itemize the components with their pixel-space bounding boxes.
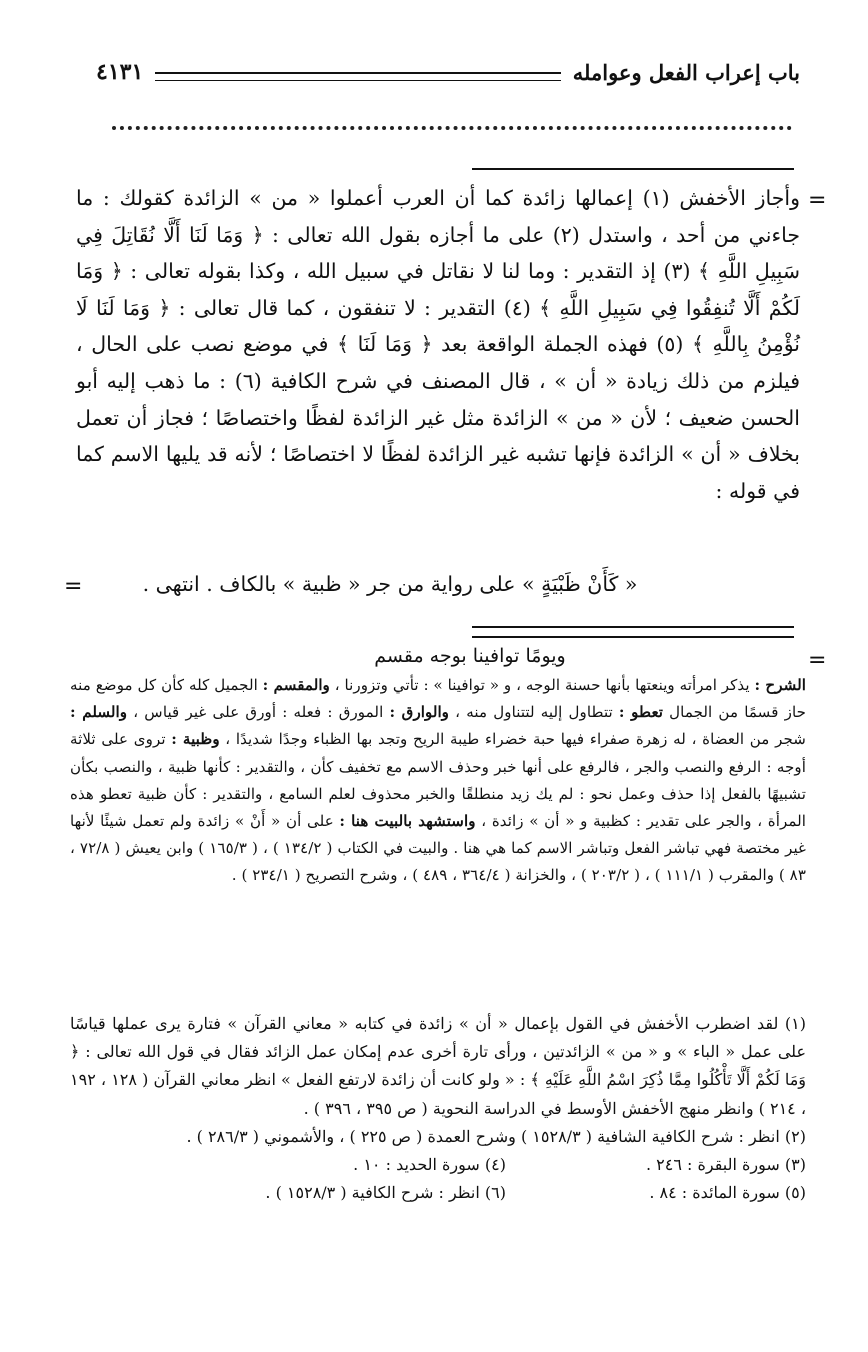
footnote-6: (٦) انظر : شرح الكافية ( ١٥٢٨/٣ ) . xyxy=(265,1183,506,1203)
section-rule-middle-b xyxy=(472,636,794,638)
commentary-label: تعطو : xyxy=(618,703,663,722)
footnote-5: (٥) سورة المائدة : ٨٤ . xyxy=(649,1183,806,1203)
running-title: باب إعراب الفعل وعوامله xyxy=(572,59,800,85)
footnote-2: (٢) انظر : شرح الكافية الشافية ( ١٥٢٨/٣ ) وشرح العمدة ( ص ٢٢٥ ) ، والأشموني ( ٢٨٦/٣ ) . xyxy=(186,1126,806,1146)
commentary-label: والسلم : xyxy=(70,703,128,722)
section-rule-middle-a xyxy=(472,626,794,628)
commentary-label: وظبية : xyxy=(171,730,220,749)
header-rule xyxy=(155,72,561,81)
dotted-separator xyxy=(112,126,792,134)
commentary-text: شجر من العضاة ، له زهرة صفراء فيها حبة خضراء طيبة الريح وتجد بها الظباء وجدًا شديدًا ، xyxy=(219,730,806,749)
commentary-paragraph xyxy=(70,672,806,890)
commentary-text: يذكر امرأته وينعتها بأنها حسنة الوجه ، و « توافينا » : تأتي وتزورنا ، xyxy=(329,676,755,694)
footnote-4: (٤) سورة الحديد : ١٠ . xyxy=(353,1155,506,1175)
verse-marker: = xyxy=(64,574,83,599)
section-rule-top xyxy=(472,168,794,170)
footnote-3: (٣) سورة البقرة : ٢٤٦ . xyxy=(645,1155,806,1175)
footnote-1: (١) لقد اضطرب الأخفش في القول بإعمال « أن » زائدة في كتابه « معاني القرآن » فتارة يرى عملها قياسًا على عمل « الباء » و « من » الزائدتين ، ورأى تارة أخرى عدم إمكان عمل الزائد فقال في قول الله تعالى : ﴿ وَمَا لَكُمْ أَلَّا تَأْكُلُوا مِمَّا ذُكِرَ اسْمُ اللَّهِ عَلَيْهِ ﴾ : « ولو كانت أن زائدة لارتفع الفعل » انظر معاني القرآن ( ١٢٨ ، ١٩٢ ، ٢١٤ ) وانظر منهج الأخفش الأوسط في الدراسة النحوية ( ص ٣٩٥ ، ٣٩٦ ) . xyxy=(70,1014,807,1118)
commentary-text: تتطاول إليه لتتناول منه ، xyxy=(449,703,619,722)
poem-line: ويومًا توافينا بوجه مقسم xyxy=(374,645,566,667)
page-number: ٤١٣١ xyxy=(96,59,144,85)
main-text-block xyxy=(76,180,800,509)
commentary-text: المورق : فعله : أورق على غير قياس ، xyxy=(127,703,390,722)
footnotes-block xyxy=(70,1010,806,1207)
commentary-label: والوارق : xyxy=(389,703,450,722)
commentary-text: الجميل كله كأن كل موضع منه حاز قسمًا من الجمال xyxy=(70,676,806,722)
quoted-verse: « كَأَنْ ظَبْيَةٍ » على رواية من جر « ظبية » بالكاف . انتهى . xyxy=(142,572,638,596)
running-header xyxy=(96,52,800,92)
commentary-label: الشرح : xyxy=(754,676,806,694)
main-text-marker: = xyxy=(808,188,827,213)
footnote-row xyxy=(70,1179,806,1207)
commentary-block xyxy=(70,672,806,890)
footnote-row xyxy=(70,1151,806,1179)
commentary-text: تروى على ثلاثة أوجه : الرفع والنصب والجر ، فالرفع على أنها خبر وحذف الاسم مع تخفيف كأن ، والتقدير : كأنها ظبية ، والنصب بكأن تشبيهًا بالفعل إذا حذف وعمل نحو : لم يك زيد منطلقًا والخبر محذوف لعلم السامع ، والتقدير : كأن ظبية تعطو هذه المرأة ، والجر على تقدير : كظبية و « أن » زائدة ، xyxy=(70,730,806,831)
commentary-marker: = xyxy=(808,648,827,673)
commentary-label: واستشهد بالبيت هنا : xyxy=(339,812,476,831)
commentary-label: والمقسم : xyxy=(262,676,330,694)
commentary-text: على أن « أَنْ » زائدة ولم تعمل شيئًا لأنها غير مختصة فهي تباشر الفعل وتباشر الاسم كما هي هنا . والبيت في الكتاب ( ١٣٤/٢ ) ، ( ١٦٥/٣ ) وابن يعيش ( ٧٢/٨ ، ٨٣ ) والمقرب ( ١١١/١ ) ، ( ٢٠٣/٢ ) ، والخزانة ( ٣٦٤/٤ ، ٤٨٩ ) ، وشرح التصريح ( ٢٣٤/١ ) . xyxy=(70,812,806,885)
main-paragraph: وأجاز الأخفش (١) إعمالها زائدة كما أن العرب أعملوا « من » الزائدة كقولك : ما جاءني من أحد ، واستدل (٢) على ما أجازه بقول الله تعالى : ﴿ وَمَا لَنَا أَلَّا نُقَاتِلَ فِي سَبِيلِ اللَّهِ ﴾ (٣) إذ التقدير : وما لنا لا نقاتل في سبيل الله ، وكذا بقوله تعالى : ﴿ وَمَا لَكُمْ أَلَّا تُنفِقُوا فِي سَبِيلِ اللَّهِ ﴾ (٤) التقدير : لا تنفقون ، كما قال تعالى : ﴿ وَمَا لَنَا لَا نُؤْمِنُ بِاللَّهِ ﴾ (٥) فهذه الجملة الواقعة بعد ﴿ وَمَا لَنَا ﴾ في موضع نصب على الحال ، فيلزم من ذلك زيادة « أن » ، قال المصنف في شرح الكافية (٦) : ما ذهب إليه أبو الحسن ضعيف ؛ لأن « من » الزائدة مثل غير الزائدة لفظًا واختصاصًا ؛ فجاز أن تعمل بخلاف « أن » الزائدة فإنها تشبه غير الزائدة لفظًا لا اختصاصًا ؛ لأنه قد يليها الاسم كما في قوله : xyxy=(76,186,800,503)
